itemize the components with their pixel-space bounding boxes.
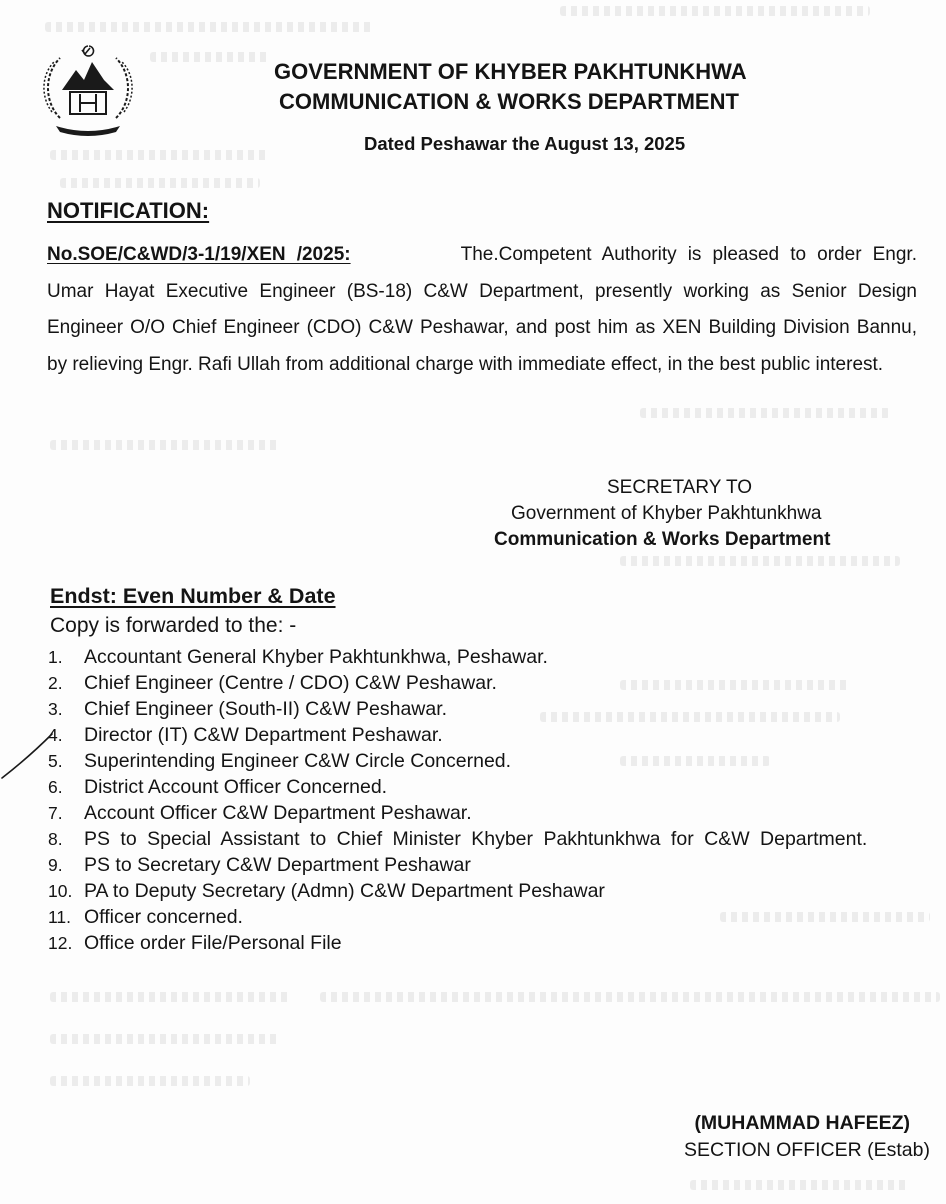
- secretary-title: SECRETARY TO: [607, 477, 753, 498]
- list-item-text: Chief Engineer (Centre / CDO) C&W Peshawar.: [84, 672, 497, 694]
- bleed-through-mark: [150, 52, 270, 62]
- bleed-through-mark: [60, 178, 260, 188]
- notification-heading: NOTIFICATION:: [47, 198, 210, 223]
- reference-number: No.SOE/C&WD/3-1/19/XEN /2025:: [47, 244, 351, 265]
- list-item: [48, 670, 943, 696]
- secretary-signature-block: [494, 475, 904, 553]
- list-item-text: Chief Engineer (South-II) C&W Peshawar.: [84, 698, 448, 720]
- distribution-list: [48, 644, 943, 956]
- list-item-text: PS to Special Assistant to Chief Minister Khyber Pakhtunkhwa for C&W Department.: [84, 828, 868, 850]
- list-item-text: Superintending Engineer C&W Circle Concerned.: [84, 750, 512, 772]
- list-item-number: 2.: [48, 673, 63, 693]
- section-officer-signature-block: [560, 1110, 930, 1164]
- list-item: [48, 644, 943, 670]
- list-item-text: District Account Officer Concerned.: [84, 776, 388, 798]
- bleed-through-mark: [640, 408, 890, 418]
- list-item-number: 11.: [48, 907, 72, 927]
- list-item: [48, 774, 943, 800]
- document-date: Dated Peshawar the August 13, 2025: [364, 133, 686, 154]
- list-item-number: 6.: [48, 777, 63, 797]
- list-item: [48, 696, 943, 722]
- endorsement-heading: Endst: Even Number & Date: [50, 584, 336, 608]
- bleed-through-mark: [45, 22, 375, 32]
- list-item-number: 3.: [48, 699, 63, 719]
- list-item-number: 1.: [48, 647, 63, 667]
- government-title: GOVERNMENT OF KHYBER PAKHTUNKHWA: [274, 59, 747, 84]
- secretary-department: Communication & Works Department: [494, 529, 831, 550]
- list-item-number: 4.: [48, 725, 63, 745]
- list-item-number: 9.: [48, 855, 63, 875]
- list-item-text: Director (IT) C&W Department Peshawar.: [84, 724, 443, 746]
- bleed-through-mark: [320, 992, 940, 1002]
- list-item: [48, 748, 943, 774]
- list-item-number: 8.: [48, 829, 63, 849]
- list-item: [48, 722, 943, 748]
- list-item-number: 5.: [48, 751, 63, 771]
- bleed-through-mark: [560, 6, 870, 16]
- secretary-government: Government of Khyber Pakhtunkhwa: [511, 503, 822, 524]
- list-item-number: 10.: [48, 881, 73, 901]
- list-item: [48, 878, 943, 904]
- department-title: COMMUNICATION & WORKS DEPARTMENT: [279, 89, 739, 114]
- officer-designation: SECTION OFFICER (Estab): [684, 1139, 930, 1161]
- officer-name: (MUHAMMAD HAFEEZ): [694, 1112, 910, 1134]
- notification-text: The.Competent Authority is pleased to order Engr. Umar Hayat Executive Engineer (BS-18) C&W Department, presently working as Senior Design Engineer O/O Chief Engineer (CDO) C&W Peshawar, and post him as XEN Building Division Bannu, by relieving Engr. Rafi Ullah from additional charge with immediate effect, in the best public interest.: [47, 244, 917, 375]
- list-item-number: 12.: [48, 933, 73, 953]
- bleed-through-mark: [50, 1076, 250, 1086]
- list-item-text: PS to Secretary C&W Department Peshawar: [84, 854, 471, 876]
- list-item: [48, 930, 943, 956]
- bleed-through-mark: [690, 1180, 910, 1190]
- list-item: [48, 800, 943, 826]
- bleed-through-mark: [50, 150, 270, 160]
- notification-body: [47, 237, 917, 383]
- list-item-number: 7.: [48, 803, 63, 823]
- bleed-through-mark: [50, 992, 290, 1002]
- list-item-text: Office order File/Personal File: [84, 932, 342, 954]
- bleed-through-mark: [50, 440, 280, 450]
- endorsement-intro: Copy is forwarded to the: -: [50, 614, 297, 637]
- list-item: [48, 826, 943, 852]
- list-item: [48, 904, 943, 930]
- list-item-text: Officer concerned.: [84, 906, 243, 928]
- list-item-text: Account Officer C&W Department Peshawar.: [84, 802, 472, 824]
- bleed-through-mark: [50, 1034, 280, 1044]
- government-emblem-icon: [38, 40, 138, 140]
- pen-tick-mark-icon: [0, 722, 80, 782]
- bleed-through-mark: [620, 556, 900, 566]
- list-item: [48, 852, 943, 878]
- document-header: [262, 57, 852, 117]
- list-item-text: PA to Deputy Secretary (Admn) C&W Department Peshawar: [84, 880, 605, 902]
- list-item-text: Accountant General Khyber Pakhtunkhwa, Peshawar.: [84, 646, 548, 668]
